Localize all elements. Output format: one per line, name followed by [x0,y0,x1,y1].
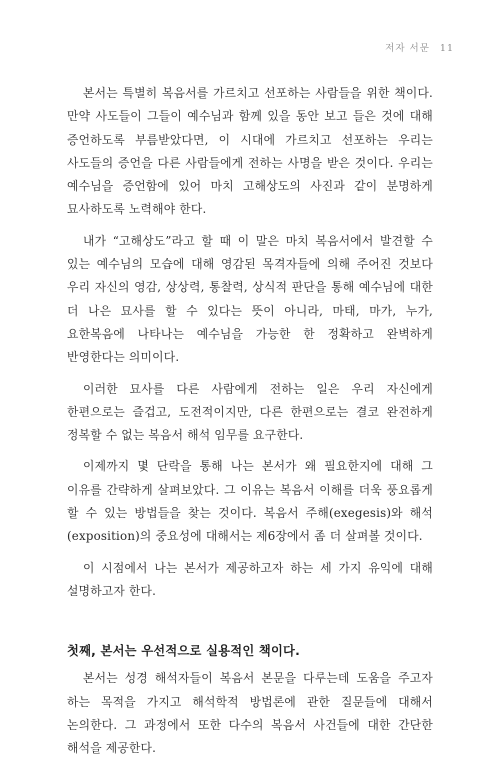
paragraph-reason: 이제까지 몇 단락을 통해 나는 본서가 왜 필요한지에 대해 그 이유를 간략하게 살펴보았다. 그 이유는 복음서 이해를 더욱 풍요롭게 할 수 있는 방법들을 찾는 것이다. 복음서 주해(exegesis)와 해석(exposition)의 중요성에 대해서는 제6장에서 좀 더 살펴볼 것이다. [67,459,433,544]
paragraph-high-resolution: 내가 “고해상도”라고 할 때 이 말은 마치 복음서에서 발견할 수 있는 예수님의 모습에 대해 영감된 목격자들에 의해 주어진 것보다 우리 자신의 영감, 상상력, 통찰력, 상식적 판단을 통해 예수님에 대한 더 나은 묘사를 할 수 있다는 뜻이 아니라, 마태, 마가, 누가, 요한복음에 나타나는 예수님을 가능한 한 정확하고 완벽하게 반영한다는 의미이다. [67,233,433,365]
running-header [385,40,454,54]
page-body [67,82,433,768]
page-number: 11 [439,43,454,54]
paragraph-benefits-intro: 이 시점에서 나는 본서가 제공하고자 하는 세 가지 유익에 대해 설명하고자 한다. [67,560,433,598]
paragraph-task: 이러한 묘사를 다른 사람에게 전하는 일은 우리 자신에게 한편으로는 즐겁고, 도전적이지만, 다른 한편으로는 결코 완전하게 정복할 수 없는 복음서 해석 임무를 요구한다. [67,381,433,443]
paragraph-intro: 본서는 특별히 복음서를 가르치고 선포하는 사람들을 위한 책이다. 만약 사도들이 그들이 예수님과 함께 있을 동안 보고 들은 것에 대해 증언하도록 부름받았다면, 이 시대에 가르치고 선포하는 우리는 사도들의 증언을 다른 사람들에게 전하는 사명을 받은 것이다. 우리는 예수님을 증언함에 있어 마치 고해상도의 사진과 같이 분명하게 묘사하도록 노력해야 한다. [67,86,433,217]
section-heading: 첫째, 본서는 우선적으로 실용적인 책이다. [67,644,301,659]
paragraph-practical: 본서는 성경 해석자들이 복음서 본문을 다루는데 도움을 주고자 하는 목적을 가지고 해석학적 방법론에 관한 질문들에 대해서 논의한다. 그 과정에서 또한 다수의 복음서 사건들에 대한 간단한 해석을 제공한다. [67,671,433,756]
section-title: 저자 서문 [385,43,430,54]
